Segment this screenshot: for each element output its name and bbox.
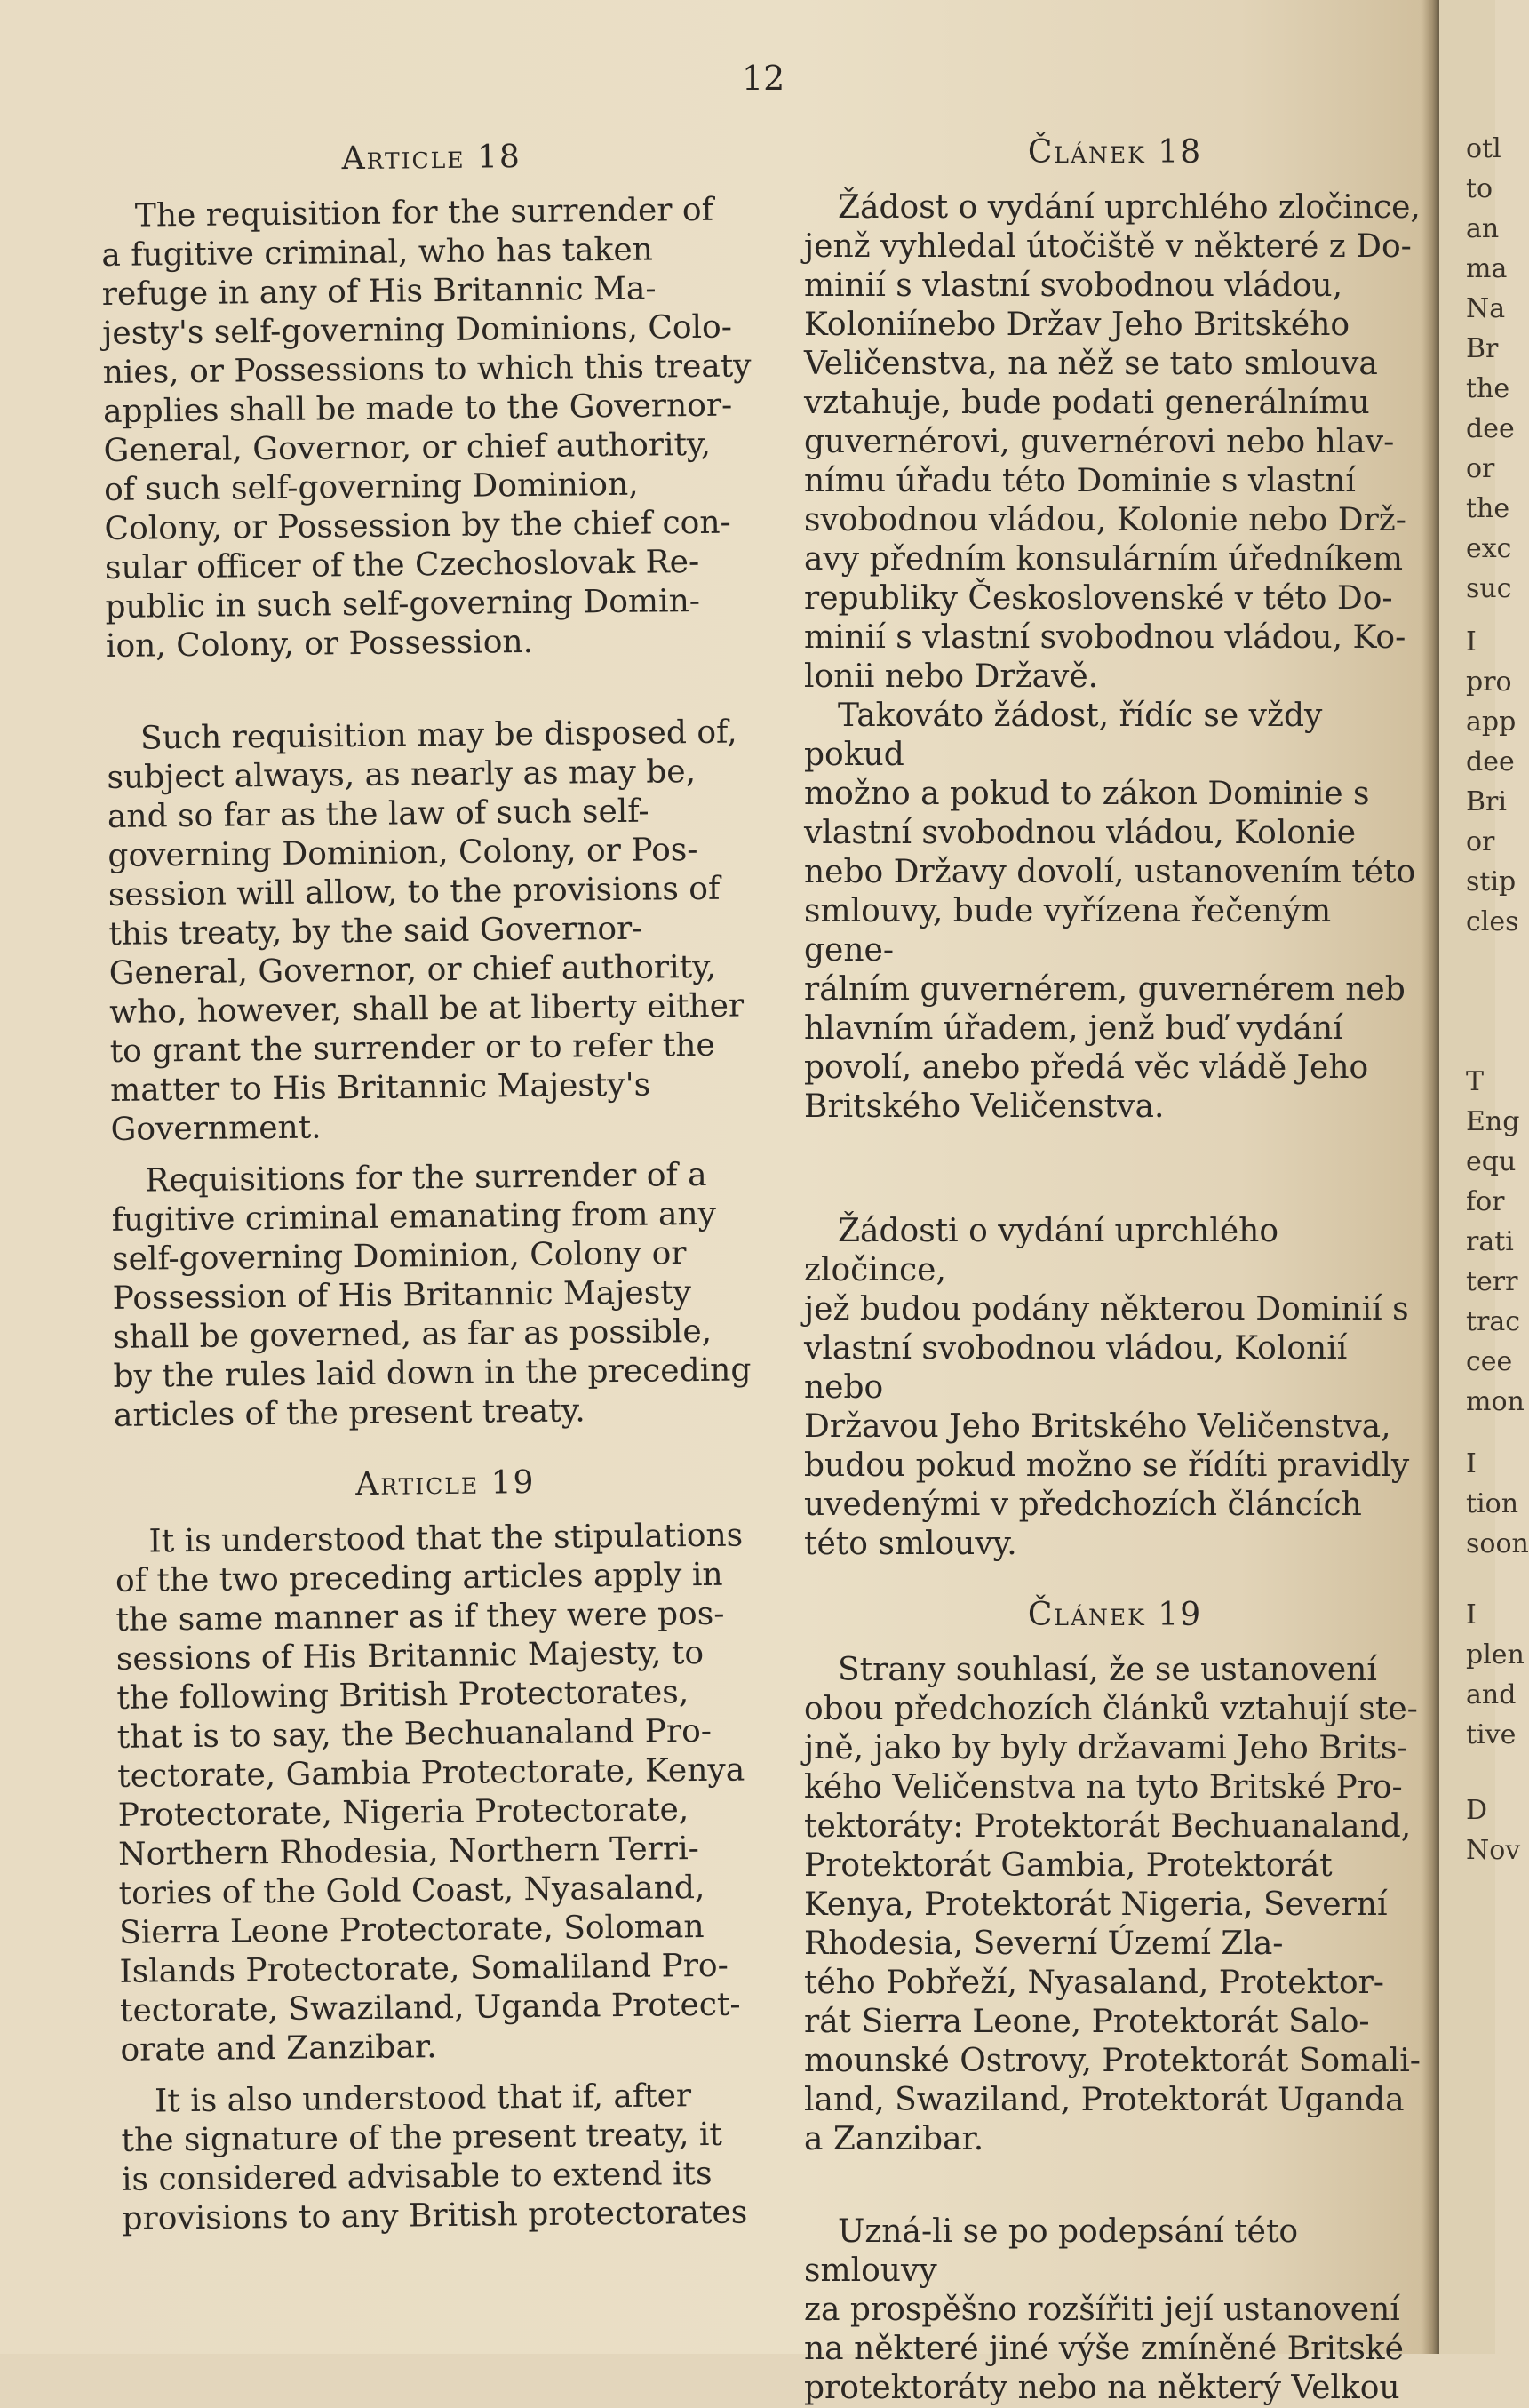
adjacent-page-fragment: and <box>1466 1679 1517 1710</box>
adjacent-page-edge <box>1439 0 1529 2354</box>
adjacent-page-fragment: Na <box>1466 293 1506 324</box>
adjacent-page-fragment: I <box>1466 1448 1477 1479</box>
article-19-paragraph-1: It is understood that the stipulations of the two preceding articles apply in the same manner as if they were pos- sessions of His Britannic Majesty, to the following British Protectorates, that is to say, the Bechuanaland Pro- tectorate, Gambia Protectorate, Kenya Protectorate, Nigeria Protectorate, Northern Rhodesia, Northern Terri- tories of the Gold Coast, Nyasaland, Sierra Leone Protectorate, Soloman Islands Protectorate, Somaliland Pro- tectorate, Swaziland, Uganda Protect- orate and Zanzibar. <box>115 1517 745 2069</box>
adjacent-page-fragment: plen <box>1466 1639 1525 1670</box>
adjacent-page-fragment: Bri <box>1466 786 1507 817</box>
adjacent-page-fragment: tion <box>1466 1488 1519 1519</box>
adjacent-page-fragment: or <box>1466 453 1495 484</box>
adjacent-page-fragment: I <box>1466 1599 1477 1631</box>
adjacent-page-fragment: equ <box>1466 1146 1517 1177</box>
article-18-paragraph-2: Such requisition may be disposed of, subject always, as nearly as may be, and so far as the law of such self- governing Dominion, Colony, or Pos- session will allow, to the provisions of this treaty, by the said Governor- General, Governor, or chief authority, who, however, shall be at liberty either to grant the surrender or to refer the matter to His Britannic Majesty's Government. <box>107 714 745 1148</box>
adjacent-page-fragment: or <box>1466 826 1495 857</box>
adjacent-page-fragment: soon <box>1466 1528 1529 1559</box>
article-18-paragraph-1: The requisition for the surrender of a fugitive criminal, who has taken refuge in any of His Britannic Ma- jesty's self-governing Dominions, Colo- nies, or Possessions to which this treaty applies shall be made to the Governor- General, Governor, or chief authority, of such self-governing Dominion, Colony, or Possession by the chief con- sular officer of the Czechoslovak Re- public in such self-governing Domin- ion, Colony, or Possession. <box>101 191 752 665</box>
adjacent-page-fragment: app <box>1466 706 1517 738</box>
adjacent-page-fragment: suc <box>1466 573 1512 604</box>
adjacent-page-fragment: the <box>1466 373 1510 404</box>
article-19-paragraph-2: It is also understood that if, after the signature of the present treaty, it is considered advisable to extend its provisions to any British protectorates <box>121 2077 748 2237</box>
article-18-paragraph-3: Requisitions for the surrender of a fugitive criminal emanating from any self-governing Dominion, Colony or Possession of His Britannic Majesty shall be governed, as far as possible, by the rules laid down in the preceding articles of the present treaty. <box>111 1156 752 1434</box>
czech-column <box>804 133 1426 2408</box>
adjacent-page-fragment: dee <box>1466 746 1515 777</box>
english-column <box>100 135 784 2239</box>
adjacent-page-fragment: mon <box>1466 1386 1525 1417</box>
clanek-18-heading: Článek 18 <box>1027 134 1203 171</box>
adjacent-page-fragment: cles <box>1466 906 1519 937</box>
adjacent-page-fragment: Br <box>1466 333 1499 364</box>
adjacent-page-fragment: dee <box>1466 413 1515 444</box>
adjacent-page-fragment: ma <box>1466 253 1508 284</box>
adjacent-page-fragment: cee <box>1466 1346 1513 1377</box>
adjacent-page-fragment: an <box>1466 213 1500 244</box>
adjacent-page-fragment: T <box>1466 1066 1485 1097</box>
clanek-19-paragraph-1: Strany souhlasí, že se ustanovení obou předchozích článků vztahují ste- jně, jako by byly državami Jeho Brits- kého Veličenstva na tyto Britské Pro- tektoráty: Protektorát Bechuanaland, Protektorát Gambia, Protektorát Kenya, Protektorát Nigeria, Severní Rhodesia, Severní Území Zla- tého Pobřeží, Nyasaland, Protektor- rát Sierra Leone, Protektorát Salo- mounské Ostrovy, Protektorát Somali- land, Swaziland, Protektorát Uganda a Zanzibar. <box>804 1652 1421 2157</box>
adjacent-page-fragment: exc <box>1466 533 1512 564</box>
book-gutter <box>1421 0 1439 2354</box>
clanek-19-paragraph-2: Uzná-li se po podepsání této smlouvy za prospěšno rozšířiti její ustanovení na některé jiné výše zmíněné Britské protektoráty nebo na některý Velkou <box>804 2213 1404 2406</box>
adjacent-page-fragment: terr <box>1466 1266 1518 1297</box>
adjacent-page-fragment: I <box>1466 626 1477 658</box>
adjacent-page-fragment: rati <box>1466 1226 1514 1257</box>
adjacent-page-fragment: tive <box>1466 1719 1517 1750</box>
adjacent-page-fragment: to <box>1466 173 1493 204</box>
clanek-18-paragraph-3: Žádosti o vydání uprchlého zločince, jež budou podány některou Dominií s vlastní svobodnou vládou, Kolonií nebo Državou Jeho Britského Veličenstva, budou pokud možno se řídíti pravidly uvedenými v předchozích článcích této smlouvy. <box>804 1213 1410 1562</box>
adjacent-page-fragment: trac <box>1466 1306 1521 1337</box>
article-18-heading: Article 18 <box>341 139 522 178</box>
adjacent-page-fragment: otl <box>1466 133 1501 164</box>
adjacent-page-fragment: for <box>1466 1186 1505 1217</box>
clanek-18-paragraph-1: Žádost o vydání uprchlého zločince, jenž vyhledal útočiště v některé z Do- minií s vlastní svobodnou vládou, Koloniínebo Držav Jeho Britského Veličenstva, na něž se tato smlouva vztahuje, bude podati generálnímu guvernérovi, guvernérovi nebo hlav- nímu úřadu této Dominie s vlastní svobodnou vládou, Kolonie nebo Drž- avy předním konsulárním úředníkem republiky Československé v této Do- minií s vlastní svobodnou vládou, Ko- lonii nebo Državě. <box>804 189 1421 695</box>
adjacent-page-fragment: the <box>1466 493 1510 524</box>
adjacent-page-fragment: D <box>1466 1795 1488 1826</box>
clanek-18-paragraph-2: Takováto žádost, řídíc se vždy pokud možno a pokud to zákon Dominie s vlastní svobodnou vládou, Kolonie nebo Državy dovolí, ustanovením této smlouvy, bude vyřízena řečeným gene- rálním guvernérem, guvernérem neb hlavním úřadem, jenž buď vydání povolí, anebo předá věc vládě Jeho Britského Veličenstva. <box>804 698 1416 1125</box>
adjacent-page-fragment: stip <box>1466 866 1517 897</box>
adjacent-page-fragment: Eng <box>1466 1106 1520 1137</box>
clanek-19-heading: Článek 19 <box>1027 1597 1203 1633</box>
page-number: 12 <box>742 59 785 98</box>
adjacent-page-fragment: pro <box>1466 666 1512 698</box>
adjacent-page-fragment: Nov <box>1466 1835 1521 1866</box>
article-19-heading: Article 19 <box>355 1463 536 1503</box>
